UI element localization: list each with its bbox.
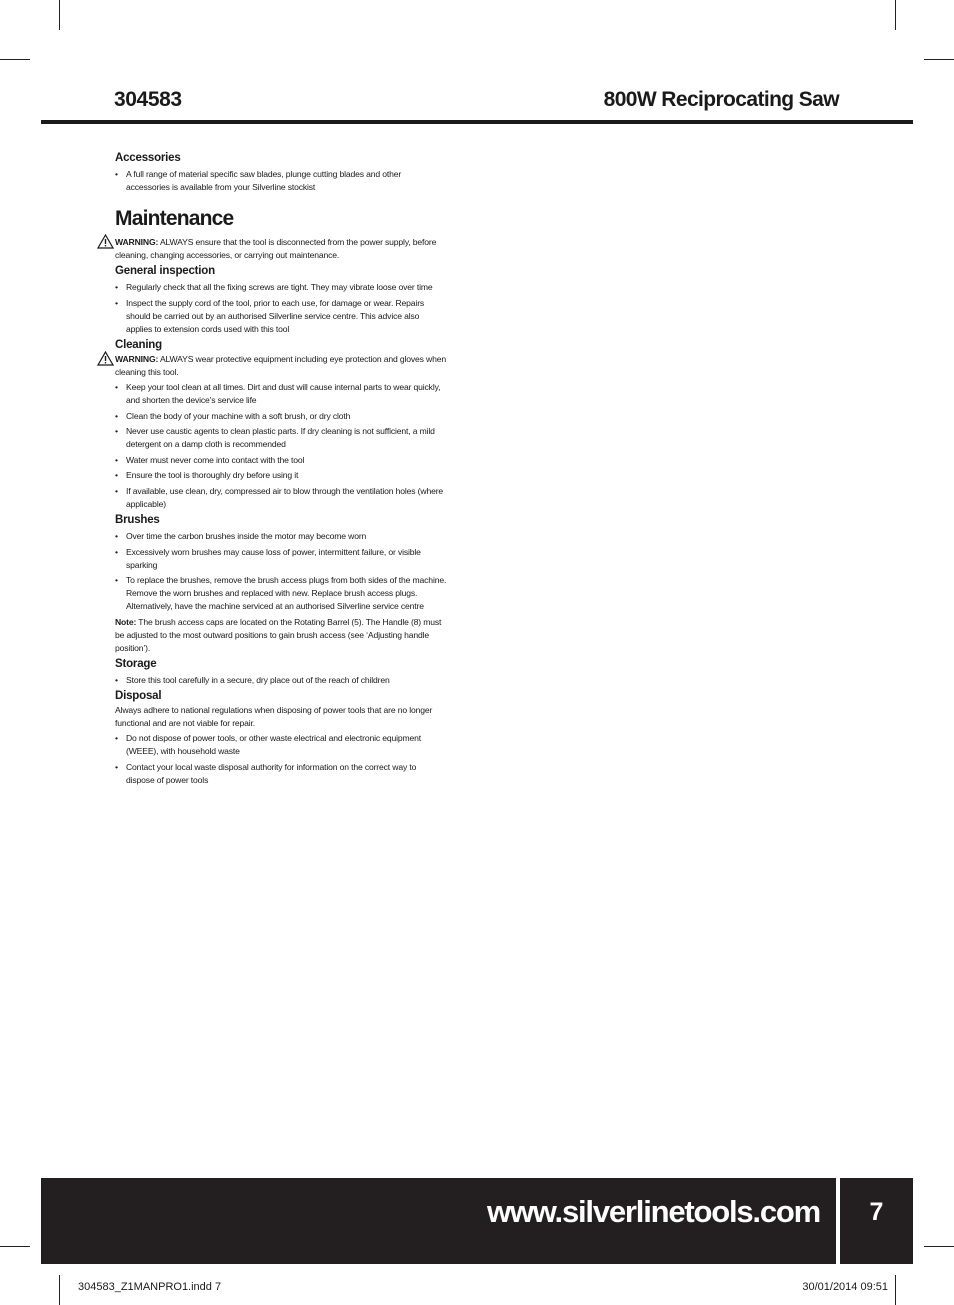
list-item: • Store this tool carefully in a secure, dry place out of the reach of children [115,674,447,687]
list-item: • Do not dispose of power tools, or other waste electrical and electronic equipment (WEEE), with household waste [115,732,447,758]
brushes-note [115,616,447,655]
disposal-list [115,732,447,787]
note-text: The brush access caps are located on the Rotating Barrel (5). The Handle (8) must be adjusted to the most outward positions to gain brush access (see ‘Adjusting handle position’). [115,616,442,653]
list-item: • Ensure the tool is thoroughly dry before using it [115,469,447,482]
brushes-list [115,530,447,613]
crop-mark [0,1246,30,1247]
list-item: • Excessively worn brushes may cause loss of power, intermittent failure, or visible sparking [115,546,447,572]
general-inspection-heading: General inspection [115,265,215,277]
page-header [41,86,913,124]
list-item: • Clean the body of your machine with a soft brush, or dry cloth [115,410,447,423]
list-item: • To replace the brushes, remove the brush access plugs from both sides of the machine. Remove the worn brushes and replaced with new. Replace brush access plugs. Alternatively, have the machine serviced at an authorised Silverline service centre [115,574,447,613]
list-item: • Water must never come into contact with the tool [115,454,447,467]
product-title: 800W Reciprocating Saw [603,88,839,111]
list-item: • A full range of material specific saw blades, plunge cutting blades and other accessories is available from your Silverline stockist [115,168,447,194]
cleaning-warning [115,353,447,379]
list-item: • Over time the carbon brushes inside the motor may become worn [115,530,447,543]
warning-text: ALWAYS ensure that the tool is disconnected from the power supply, before cleaning, changing accessories, or carrying out maintenance. [115,237,437,260]
maintenance-warning [115,236,447,262]
list-item: • Inspect the supply cord of the tool, prior to each use, for damage or wear. Repairs should be carried out by an authorised Silverline service centre. This advice also applies to extension cords used with this tool [115,297,447,336]
list-item: • Contact your local waste disposal authority for information on the correct way to dispose of power tools [115,761,447,787]
crop-mark [924,1246,954,1247]
warning-label: WARNING: [115,237,159,247]
crop-mark [59,0,60,30]
general-inspection-list [115,281,447,336]
list-item: • If available, use clean, dry, compressed air to blow through the ventilation holes (where applicable) [115,485,447,511]
cleaning-heading: Cleaning [115,339,162,351]
maintenance-title: Maintenance [115,207,234,230]
warning-triangle-icon [97,351,114,366]
crop-mark [924,59,954,60]
warning-triangle-icon [97,234,114,249]
crop-mark [895,1275,896,1305]
warning-label: WARNING: [115,354,159,364]
disposal-heading: Disposal [115,690,162,702]
storage-heading: Storage [115,657,157,670]
disposal-intro: Always adhere to national regulations when disposing of power tools that are no longer functional and are not viable for repair. [115,705,433,728]
page-number: 7 [869,1198,884,1226]
list-item: • Regularly check that all the fixing screws are tight. They may vibrate loose over time [115,281,447,294]
warning-text: ALWAYS wear protective equipment including eye protection and gloves when cleaning this tool. [115,354,446,377]
crop-mark [59,1275,60,1305]
cleaning-list [115,381,447,511]
slug-datetime: 30/01/2014 09:51 [802,1281,888,1293]
accessories-list [115,168,447,194]
note-label: Note: [115,616,137,627]
slug-file: 304583_Z1MANPRO1.indd 7 [78,1281,222,1293]
accessories-heading: Accessories [115,152,181,164]
website-url: www.silverlinetools.com [486,1194,820,1229]
product-code: 304583 [114,88,182,111]
brushes-heading: Brushes [115,514,160,526]
list-item: • Never use caustic agents to clean plastic parts. If dry cleaning is not sufficient, a mild detergent on a damp cloth is recommended [115,425,447,451]
storage-list [115,674,447,687]
crop-mark [895,0,896,30]
content-column [115,151,447,789]
list-item: • Keep your tool clean at all times. Dirt and dust will cause internal parts to wear quickly, and shorten the device’s service life [115,381,447,407]
crop-mark [0,59,30,60]
page-footer [41,1178,913,1264]
